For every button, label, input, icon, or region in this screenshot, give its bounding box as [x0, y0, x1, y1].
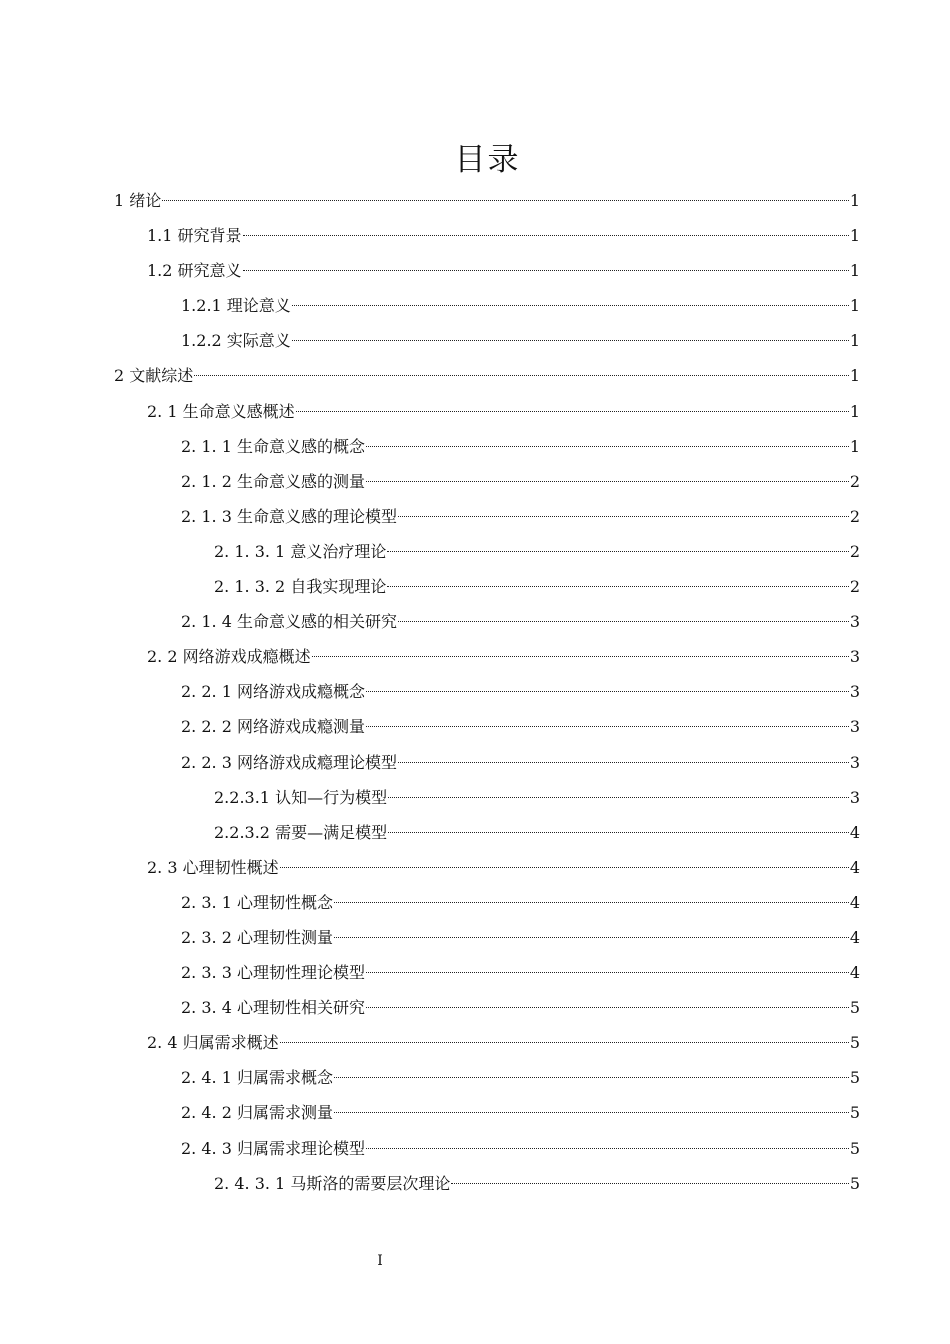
toc-entry-page: 1: [849, 261, 860, 281]
toc-leader-dots: [398, 516, 849, 517]
toc-entry-page: 4: [849, 892, 860, 912]
toc-entry[interactable]: [114, 1131, 860, 1166]
toc-leader-dots: [451, 1183, 848, 1184]
toc-entry-label: 2. 1. 3. 1 意义治疗理论: [214, 541, 387, 561]
toc-entry-page: 4: [849, 927, 860, 947]
toc-leader-dots: [366, 691, 849, 692]
toc-entry[interactable]: [114, 920, 860, 955]
toc-entry-page: 2: [849, 506, 860, 526]
toc-entry-page: 4: [849, 963, 860, 983]
page-number: I: [377, 1253, 383, 1269]
toc-entry-label: 2. 2. 2 网络游戏成瘾测量: [181, 717, 365, 737]
toc-entry-page: 1: [849, 296, 860, 316]
toc-entry[interactable]: [114, 639, 860, 674]
toc-entry-label: 2 文献综述: [114, 366, 194, 386]
table-of-contents: [114, 183, 860, 1201]
toc-entry-label: 2. 1. 2 生命意义感的测量: [181, 471, 365, 491]
toc-leader-dots: [366, 972, 849, 973]
toc-leader-dots: [366, 726, 849, 727]
toc-entry[interactable]: [114, 464, 860, 499]
toc-leader-dots: [162, 200, 849, 201]
toc-entry[interactable]: [114, 745, 860, 780]
toc-leader-dots: [366, 1148, 849, 1149]
toc-entry[interactable]: [114, 709, 860, 744]
toc-leader-dots: [387, 586, 848, 587]
toc-leader-dots: [334, 937, 849, 938]
toc-entry[interactable]: [114, 780, 860, 815]
toc-entry[interactable]: [114, 604, 860, 639]
toc-entry-label: 2. 2. 3 网络游戏成瘾理论模型: [181, 752, 397, 772]
toc-leader-dots: [334, 902, 849, 903]
toc-entry-page: 1: [849, 366, 860, 386]
toc-leader-dots: [334, 1077, 849, 1078]
toc-leader-dots: [243, 270, 849, 271]
toc-entry-label: 1.2.2 实际意义: [181, 331, 291, 351]
toc-entry-page: 3: [849, 717, 860, 737]
toc-leader-dots: [312, 656, 849, 657]
toc-entry-page: 3: [849, 752, 860, 772]
toc-entry-page: 2: [849, 577, 860, 597]
toc-entry-page: 5: [849, 1033, 860, 1053]
toc-entry[interactable]: [114, 1166, 860, 1201]
toc-entry[interactable]: [114, 815, 860, 850]
toc-entry-page: 5: [849, 1138, 860, 1158]
toc-entry-label: 2. 1. 4 生命意义感的相关研究: [181, 612, 397, 632]
toc-entry-label: 2. 4 归属需求概述: [147, 1033, 279, 1053]
toc-leader-dots: [388, 832, 849, 833]
toc-entry-page: 5: [849, 1068, 860, 1088]
toc-leader-dots: [388, 797, 849, 798]
toc-entry-page: 5: [849, 998, 860, 1018]
toc-entry[interactable]: [114, 253, 860, 288]
toc-leader-dots: [280, 867, 849, 868]
toc-entry-page: 1: [849, 436, 860, 456]
toc-entry-page: 1: [849, 191, 860, 210]
toc-entry[interactable]: [114, 288, 860, 323]
toc-entry[interactable]: [114, 429, 860, 464]
toc-leader-dots: [387, 551, 848, 552]
toc-entry[interactable]: [114, 1025, 860, 1060]
toc-entry[interactable]: [114, 569, 860, 604]
toc-entry[interactable]: [114, 534, 860, 569]
toc-entry[interactable]: [114, 885, 860, 920]
toc-entry[interactable]: [114, 358, 860, 393]
toc-entry[interactable]: [114, 323, 860, 358]
toc-entry-page: 1: [849, 226, 860, 246]
toc-entry-label: 2. 3. 2 心理韧性测量: [181, 927, 333, 947]
toc-entry-label: 1.2.1 理论意义: [181, 296, 291, 316]
toc-entry-page: 3: [849, 682, 860, 702]
toc-entry-label: 2. 1. 3. 2 自我实现理论: [214, 577, 387, 597]
toc-entry-label: 1 绪论: [114, 191, 162, 210]
toc-leader-dots: [292, 340, 849, 341]
toc-entry[interactable]: [114, 990, 860, 1025]
toc-entry-label: 2. 4. 3 归属需求理论模型: [181, 1138, 365, 1158]
page-title: 目录: [454, 142, 521, 178]
toc-leader-dots: [398, 621, 849, 622]
toc-entry-page: 1: [849, 401, 860, 421]
toc-entry-label: 2. 2. 1 网络游戏成瘾概念: [181, 682, 365, 702]
toc-entry-label: 2.2.3.1 认知—行为模型: [214, 787, 388, 807]
toc-entry[interactable]: [114, 218, 860, 253]
toc-leader-dots: [366, 1007, 849, 1008]
toc-leader-dots: [334, 1112, 849, 1113]
toc-entry-label: 2. 4. 1 归属需求概念: [181, 1068, 333, 1088]
toc-leader-dots: [366, 481, 849, 482]
toc-entry-label: 2. 2 网络游戏成瘾概述: [147, 647, 311, 667]
toc-leader-dots: [280, 1042, 849, 1043]
toc-entry-label: 2. 1. 3 生命意义感的理论模型: [181, 506, 397, 526]
toc-entry-page: 2: [849, 541, 860, 561]
toc-entry-label: 2. 3. 4 心理韧性相关研究: [181, 998, 365, 1018]
toc-entry-page: 3: [849, 787, 860, 807]
toc-leader-dots: [194, 375, 849, 376]
toc-entry[interactable]: [114, 394, 860, 429]
toc-entry-page: 4: [849, 822, 860, 842]
toc-entry-label: 2. 1 生命意义感概述: [147, 401, 295, 421]
toc-entry-label: 2.2.3.2 需要—满足模型: [214, 822, 388, 842]
toc-leader-dots: [366, 446, 849, 447]
toc-entry-page: 2: [849, 471, 860, 491]
toc-entry-label: 2. 1. 1 生命意义感的概念: [181, 436, 365, 456]
toc-entry[interactable]: [114, 674, 860, 709]
toc-entry-label: 2. 3 心理韧性概述: [147, 857, 279, 877]
toc-entry-label: 1.1 研究背景: [147, 226, 242, 246]
toc-leader-dots: [398, 762, 849, 763]
toc-entry[interactable]: [114, 955, 860, 990]
toc-leader-dots: [296, 411, 849, 412]
toc-entry[interactable]: [114, 499, 860, 534]
toc-entry-page: 1: [849, 331, 860, 351]
toc-entry-page: 3: [849, 647, 860, 667]
toc-entry-label: 2. 3. 3 心理韧性理论模型: [181, 963, 365, 983]
toc-entry-label: 2. 4. 2 归属需求测量: [181, 1103, 333, 1123]
toc-entry[interactable]: [114, 183, 860, 218]
toc-entry-label: 2. 4. 3. 1 马斯洛的需要层次理论: [214, 1173, 451, 1193]
toc-entry-label: 2. 3. 1 心理韧性概念: [181, 892, 333, 912]
toc-entry-page: 5: [849, 1173, 860, 1193]
toc-entry-page: 5: [849, 1103, 860, 1123]
toc-entry[interactable]: [114, 1095, 860, 1130]
toc-entry-label: 1.2 研究意义: [147, 261, 242, 281]
toc-entry-page: 3: [849, 612, 860, 632]
toc-entry-page: 4: [849, 857, 860, 877]
toc-leader-dots: [243, 235, 849, 236]
toc-leader-dots: [292, 305, 849, 306]
toc-entry[interactable]: [114, 850, 860, 885]
toc-entry[interactable]: [114, 1060, 860, 1095]
